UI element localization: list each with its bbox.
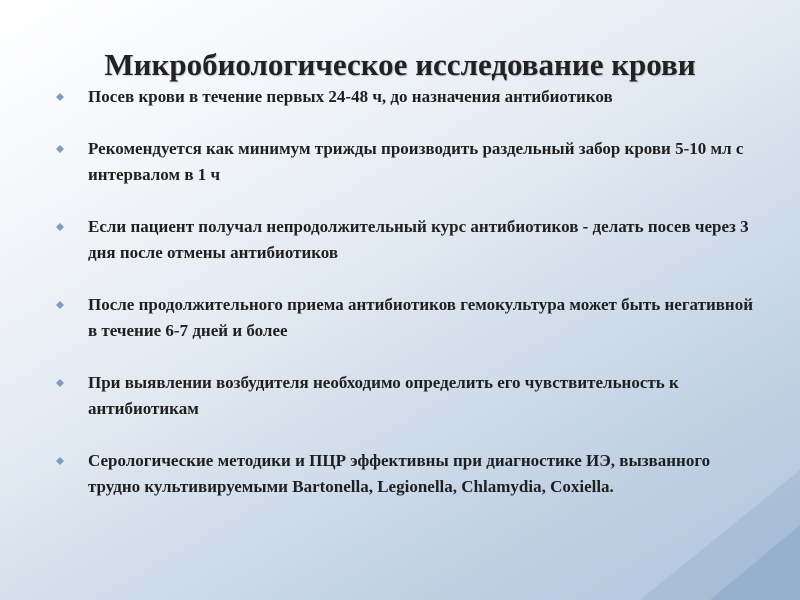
bullet-text: Серологические методики и ПЦР эффективны при диагностике ИЭ, вызванного трудно культивируемыми Bartonella, Legionella, Chlamydia, Coxiella.: [88, 451, 711, 496]
diamond-bullet-icon: [56, 93, 64, 101]
bullet-item: [56, 214, 756, 266]
bullet-item: [56, 448, 756, 500]
diamond-bullet-icon: [56, 379, 64, 387]
diamond-bullet-icon: [56, 223, 64, 231]
bullet-text: Посев крови в течение первых 24-48 ч, до назначения антибиотиков: [88, 87, 613, 106]
diamond-bullet-icon: [56, 145, 64, 153]
bullet-item: [56, 136, 756, 188]
bullet-item: [56, 84, 756, 110]
bullet-text: Если пациент получал непродолжительный курс антибиотиков - делать посев через 3 дня после отмены антибиотиков: [88, 217, 749, 262]
diamond-bullet-icon: [56, 301, 64, 309]
bullet-list: [56, 84, 756, 500]
diamond-bullet-icon: [56, 457, 64, 465]
bullet-item: [56, 292, 756, 344]
slide-title: Микробиологическое исследование крови: [104, 46, 696, 82]
bullet-text: При выявлении возбудителя необходимо определить его чувствительность к антибиотикам: [88, 373, 679, 418]
bullet-text: После продолжительного приема антибиотиков гемокультура может быть негативной в течение 6-7 дней и более: [88, 295, 754, 340]
bullet-item: [56, 370, 756, 422]
bullet-text: Рекомендуется как минимум трижды производить раздельный забор крови 5-10 мл с интервалом в 1 ч: [88, 139, 744, 184]
